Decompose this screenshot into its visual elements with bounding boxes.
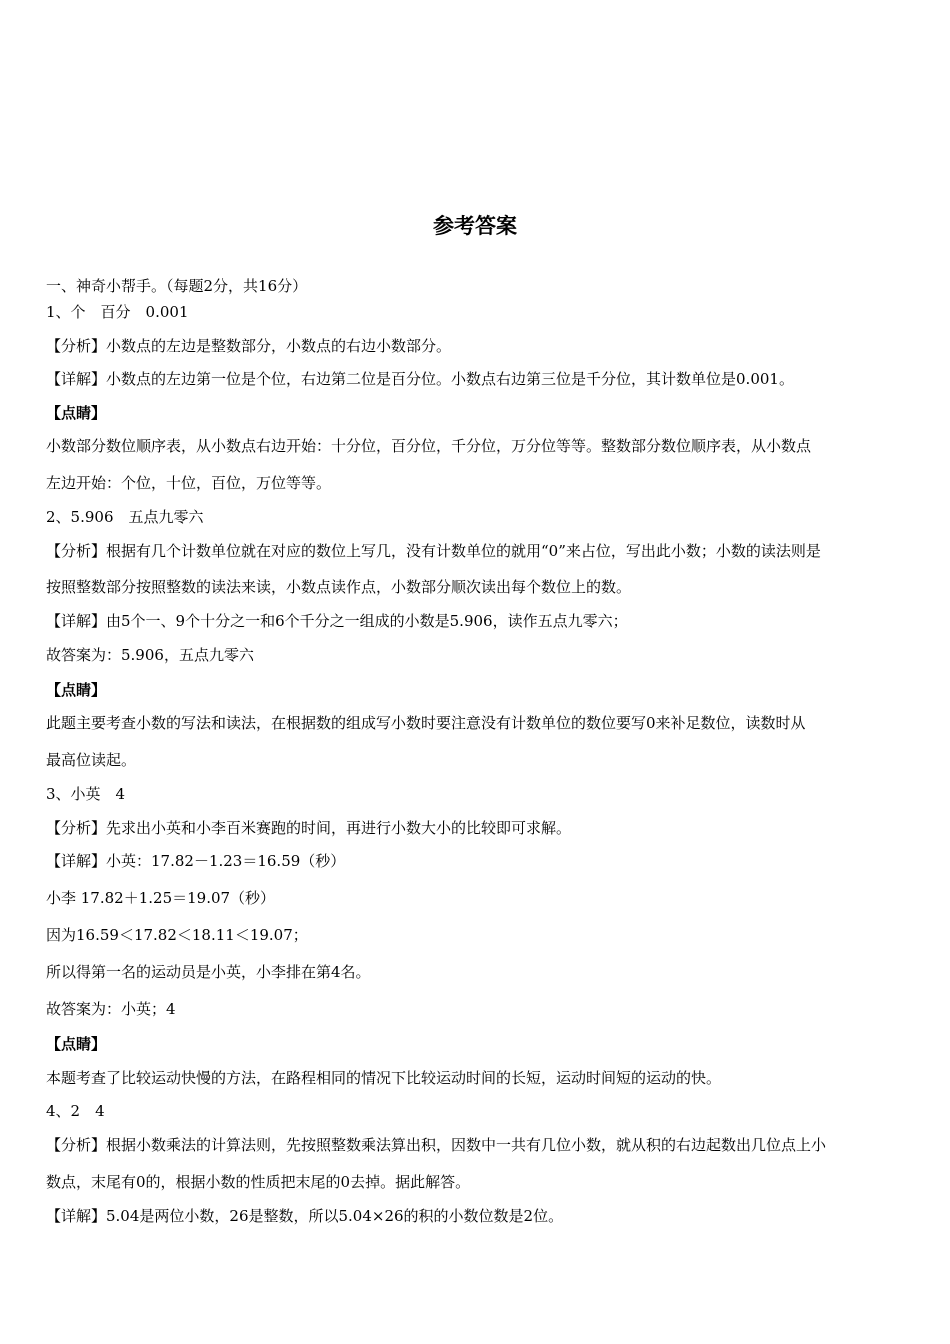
analysis-3: 【分析】先求出小英和小李百米赛跑的时间，再进行小数大小的比较即可求解。 [46, 819, 572, 837]
section-heading: 一、神奇小帮手。（每题2分，共16分） [46, 277, 308, 295]
comment-1-line-1: 小数部分数位顺序表，从小数点右边开始：十分位，百分位，千分位，万分位等等。整数部分数位顺序表，从小数点 [46, 437, 812, 455]
analysis-2-line-1: 【分析】根据有几个计数单位就在对应的数位上写几，没有计数单位的就用“0”来占位，写出此小数；小数的读法则是 [46, 542, 821, 560]
detail-4: 【详解】5.04是两位小数，26是整数，所以5.04×26的积的小数位数是2位。 [46, 1207, 564, 1225]
page-title: 参考答案 [433, 214, 517, 238]
comment-label-2: 【点睛】 [46, 681, 107, 699]
detail-3-line-3: 因为16.59＜17.82＜18.11＜19.07； [46, 926, 308, 944]
detail-2: 【详解】由5个一、9个十分之一和6个千分之一组成的小数是5.906，读作五点九零六； [46, 612, 628, 630]
comment-3: 本题考查了比较运动快慢的方法，在路程相同的情况下比较运动时间的长短，运动时间短的运动的快。 [46, 1069, 722, 1087]
analysis-1: 【分析】小数点的左边是整数部分，小数点的右边小数部分。 [46, 337, 452, 355]
analysis-4-line-1: 【分析】根据小数乘法的计算法则，先按照整数乘法算出积，因数中一共有几位小数，就从积的右边起数出几位点上小 [46, 1136, 827, 1154]
comment-2-line-2: 最高位读起。 [46, 751, 137, 769]
answer-3: 3、小英 4 [46, 785, 126, 803]
result-2: 故答案为：5.906，五点九零六 [46, 646, 254, 664]
answer-2: 2、5.906 五点九零六 [46, 508, 204, 526]
answer-1: 1、个 百分 0.001 [46, 303, 189, 321]
comment-label-1: 【点睛】 [46, 404, 107, 422]
comment-2-line-1: 此题主要考查小数的写法和读法，在根据数的组成写小数时要注意没有计数单位的数位要写0来补足数位，读数时从 [46, 714, 806, 732]
detail-3-line-2: 小李 17.82＋1.25＝19.07（秒） [46, 889, 276, 907]
comment-1-line-2: 左边开始：个位，十位，百位，万位等等。 [46, 474, 332, 492]
comment-label-3: 【点睛】 [46, 1035, 107, 1053]
detail-3-line-4: 所以得第一名的运动员是小英，小李排在第4名。 [46, 963, 371, 981]
analysis-2-line-2: 按照整数部分按照整数的读法来读，小数点读作点，小数部分顺次读出每个数位上的数。 [46, 578, 632, 596]
answer-4: 4、2 4 [46, 1102, 105, 1120]
detail-1: 【详解】小数点的左边第一位是个位，右边第二位是百分位。小数点右边第三位是千分位，其计数单位是0.001。 [46, 370, 794, 388]
analysis-4-line-2: 数点，末尾有0的，根据小数的性质把末尾的0去掉。据此解答。 [46, 1173, 471, 1191]
detail-3: 【详解】小英：17.82－1.23＝16.59（秒） [46, 852, 346, 870]
result-3: 故答案为：小英；4 [46, 1000, 176, 1018]
